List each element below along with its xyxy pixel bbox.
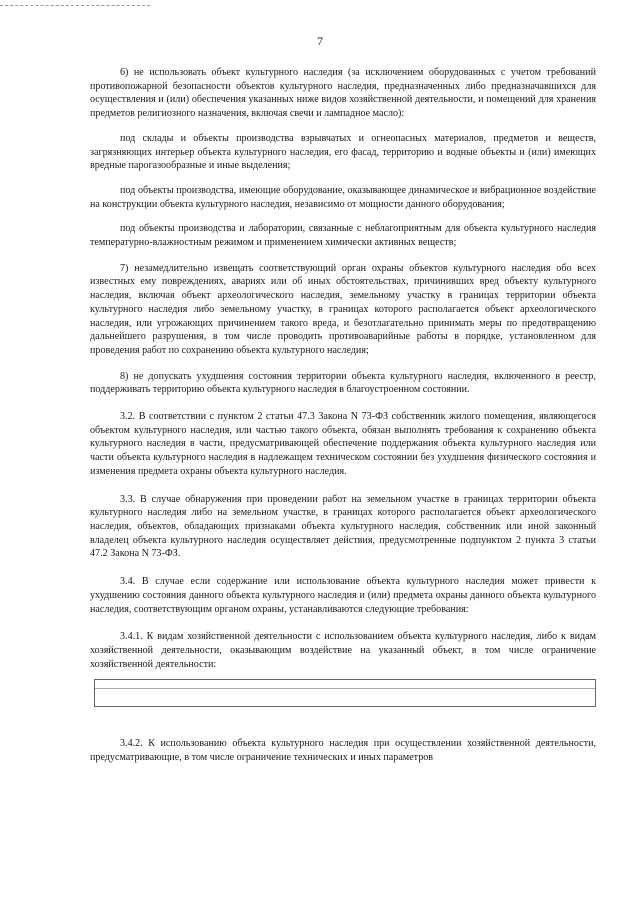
paragraph-3-4-1: 3.4.1. К видам хозяйственной деятельности с использованием объекта культурного наследия, либо к видам хозяйственной деятельности, оказывающим воздействие на указанный объект, в том числе ограничение хозяйственной деятельности: xyxy=(90,631,596,670)
paragraph-6-production: под объекты производства, имеющие оборудование, оказывающее динамическое и вибрационное воздействие на конструкции объекта культурного наследия, независимо от мощности данного оборудования; xyxy=(90,184,596,210)
page-number: 7 xyxy=(317,34,323,48)
document-body xyxy=(90,66,596,776)
paragraph-8: 8) не допускать ухудшения состояния территории объекта культурного наследия, включенного в реестр, поддерживать территорию объекта культурного наследия в благоустроенном состоянии. xyxy=(90,370,596,396)
paragraph-6-warehouses: под склады и объекты производства взрывчатых и огнеопасных материалов, предметов и веществ, загрязняющих интерьер объекта культурного наследия, его фасад, территорию и водные объекты и (или) имеющих вредные парогазообразные и иные выделения; xyxy=(90,132,596,172)
paragraph-6: 6) не использовать объект культурного наследия (за исключением оборудованных с учетом требований противопожарной безопасности объектов культурного наследия, предназначенных либо предназначавшихся для осуществления и (или) обеспечения указанных ниже видов хозяйственной деятельности, и помещений для хранения предметов религиозного назначения, включая свечи и лампадное масло): xyxy=(90,67,596,120)
top-edge-rule xyxy=(0,5,150,6)
paragraph-7: 7) незамедлительно извещать соответствующий орган охраны объектов культурного наследия обо всех известных ему повреждениях, авариях или об иных обстоятельствах, причинивших вред объекту культурного наследия, включая объект археологического наследия, земельному участку в границах территории объекта культурного наследия либо земельному участку, в границах которого располагается объект археологического наследия, или угрожающих причинением такого вреда, и безотлагательно принимать меры по предотвращению дальнейшего разрушения, в том числе проводить противоаварийные работы в порядке, установленном для проведения работ по сохранению объекта культурного наследия; xyxy=(90,262,596,356)
paragraph-3-3: 3.3. В случае обнаружения при проведении работ на земельном участке в границах территории объекта культурного наследия либо на земельном участке, в границах которого располагается объект археологического наследия, объектов, обладающих признаками объекта культурного наследия, собственник или иной законный владелец объекта культурного наследия осуществляет действия, предусмотренные подпунктом 2 пункта 3 статьи 47.2 Закона N 73-ФЗ. xyxy=(90,493,596,560)
paragraph-3-4-2: 3.4.2. К использованию объекта культурного наследия при осуществлении хозяйственной деятельности, предусматривающие, в том числе ограничение технических и иных параметров xyxy=(90,738,596,764)
paragraph-3-4: 3.4. В случае если содержание или использование объекта культурного наследия может привести к ухудшению состояния данного объекта культурного наследия и (или) предмета охраны данного объекта культурного наследия, соответствующим органом охраны, устанавливаются следующие требования: xyxy=(90,576,596,615)
paragraph-6-laboratories: под объекты производства и лаборатории, связанные с неблагоприятным для объекта культурного наследия температурно-влажностным режимом и применением химически активных веществ; xyxy=(90,223,596,249)
paragraph-3-2: 3.2. В соответствии с пунктом 2 статьи 47.3 Закона N 73-ФЗ собственник жилого помещения, являющегося объектом культурного наследия, или частью такого объекта, обязан выполнять требования к сохранению объекта культурного наследия в части, предусматривающей обеспечение поддержания объекта культурного наследия или части объекта культурного наследия в надлежащем техническом состоянии без ухудшения физического состояния и изменения предмета охраны объекта культурного наследия. xyxy=(90,411,596,477)
empty-entry-box xyxy=(94,679,596,707)
